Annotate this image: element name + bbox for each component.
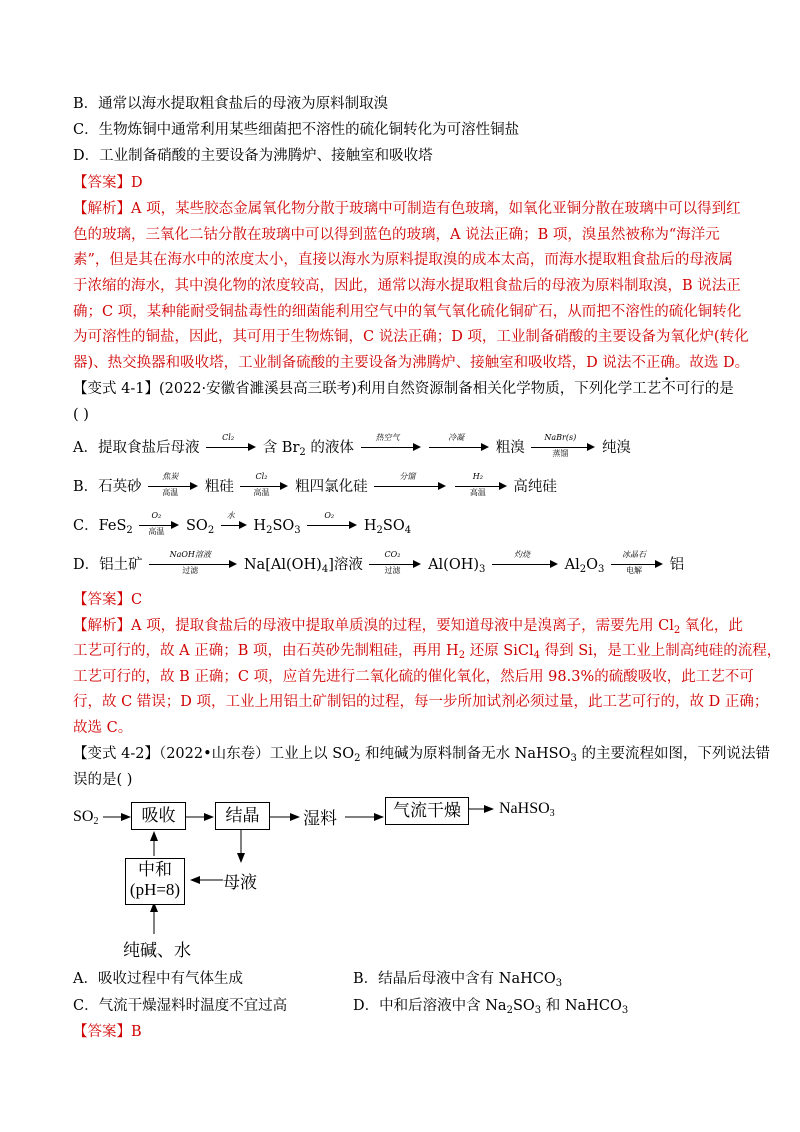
analysis-2-line: 工艺可行的，故 A 正确；B 项，由石英砂先制粗硅，再用 $H_2$ 还原 SiCl$_4$ 得到 Si，是工业上制高纯硅的流程， — [73, 643, 782, 661]
option-4-2-d: D．中和后溶液中含 $Na_2SO_3$ 和 NaHCO$_3$ — [353, 998, 629, 1016]
answer-3: 【答案】B — [73, 1024, 142, 1040]
option-4-2-c: C．气流干燥湿料时温度不宜过高 — [73, 998, 288, 1014]
reaction-arrow: 水 — [221, 516, 247, 532]
question-4-2-stem: 【变式 4-2】（2022•山东卷）工业上以 $SO_2$ 和纯碱为原料制备无水 NaHSO$_3$ 的主要流程如图，下列说法错 — [73, 746, 770, 764]
option-4-2-b: B．结晶后母液中含有 NaHCO$_3$ — [353, 971, 563, 989]
analysis-1-line: 为可溶性的铜盐，因此，其可用于生物炼铜，C 说法正确；D 项，工业制备硝酸的主要设备为氧化炉(转化 — [73, 329, 749, 345]
analysis-1-line: 素”，但是其在海水中的浓度太小，直接以海水为原料提取溴的成本太高，而海水提取粗食盐后的母液属 — [73, 252, 733, 268]
reaction-arrow: H₂ 高温 — [455, 477, 507, 493]
option-4-1-d: D．铝土矿 NaOH溶液 过滤 $Na[Al(OH)_4]$溶液 CO₂ 过滤 $Al(OH)_3$ 灼烧 $Al_2O_3$ 冰晶石 电解 铝 — [73, 550, 685, 575]
product-label: NaHSO$_3$ — [499, 800, 555, 819]
reaction-arrow: 灼烧 — [492, 555, 558, 571]
option-4-1-a: A．提取食盐后母液 Cl₂ 含 $Br_2$ 的液体 热空气 冷凝 粗溴 NaBr(s) 蒸馏 纯溴 — [73, 433, 631, 458]
reaction-arrow: O₂ — [307, 516, 357, 532]
option-4-1-c: C．FeS$_2$ O₂ 高温 $SO_2$ 水 $H_2SO_3$ O₂ $H_2SO_4$ — [73, 511, 412, 536]
question-4-1-stem: 【变式 4-1】(2022·安徽省濉溪县高三联考)利用自然资源制备相关化学物质，下列化学工艺不可行的是 — [73, 381, 734, 397]
reaction-arrow: 冷凝 — [429, 438, 489, 454]
analysis-2-line: 故选 C。 — [73, 720, 133, 736]
reaction-arrow: Cl₂ 高温 — [240, 477, 288, 493]
analysis-2-line: 【解析】A 项，提取食盐后的母液中提取单质溴的过程，要知道母液中是溴离子，需要先用 $Cl_2$ 氧化，此 — [73, 618, 743, 636]
reaction-arrow: 焦炭 高温 — [148, 477, 198, 493]
so2-label: $SO_2$ — [73, 808, 99, 827]
emphasis-text: 不可 — [661, 381, 691, 397]
question-4-1-paren: ( ) — [73, 407, 89, 423]
analysis-1-line: 色的玻璃，三氧化二钴分散在玻璃中可以得到蓝色的玻璃，A 说法正确；B 项，溴虽然被称为“海洋元 — [73, 227, 720, 243]
analysis-1-line: 器)、热交换器和吸收塔，工业制备硫酸的主要设备为沸腾炉、接触室和吸收塔，D 说法不正确。故选 D。 — [73, 355, 750, 371]
analysis-1-line: 【解析】A 项，某些胶态金属氧化物分散于玻璃中可制造有色玻璃，如氧化亚铜分散在玻璃中可以得到红 — [73, 201, 741, 217]
reaction-arrow: 热空气 — [361, 438, 421, 454]
reaction-arrow: NaOH溶液 过滤 — [149, 555, 237, 571]
process-flow-diagram — [73, 790, 593, 965]
option-b: B．通常以海水提取粗食盐后的母液为原料制取溴 — [73, 96, 389, 112]
reaction-arrow: 分馏 — [374, 477, 446, 493]
reaction-arrow: Cl₂ — [206, 438, 256, 454]
analysis-2-line: 行，故 C 错误；D 项，工业上用铝土矿制铝的过程，每一步所加试剂必须过量，此工艺可行的，故 D 正确； — [73, 694, 769, 710]
analysis-1-line: 于浓缩的海水，其中溴化物的浓度较高，因此，通常以海水提取粗食盐后的母液为原料制取溴，B 说法正 — [73, 278, 741, 294]
reaction-arrow: 冰晶石 电解 — [611, 555, 663, 571]
question-4-2-paren: 误的是( ) — [73, 772, 133, 788]
analysis-1-line: 确；C 项，某种能耐受铜盐毒性的细菌能利用空气中的氧气氧化硫化铜矿石，从而把不溶性的硫化铜转化 — [73, 304, 742, 320]
analysis-2-line: 工艺可行的，故 B 正确；C 项，应首先进行二氧化硫的催化氧化，然后用 98.3%的硫酸吸收，此工艺不可 — [73, 669, 754, 685]
reaction-arrow: CO₂ 过滤 — [369, 555, 421, 571]
reaction-arrow: O₂ 高温 — [139, 516, 179, 532]
reaction-arrow: NaBr(s) 蒸馏 — [531, 438, 595, 454]
option-4-1-b: B．石英砂 焦炭 高温 粗硅 Cl₂ 高温 粗四氯化硅 分馏 H₂ 高温 高纯硅 — [73, 472, 557, 497]
option-d: D．工业制备硝酸的主要设备为沸腾炉、接触室和吸收塔 — [73, 148, 433, 164]
wet-material-label: 湿料 — [303, 809, 337, 829]
answer-1: 【答案】D — [73, 175, 143, 191]
option-4-2-a: A．吸收过程中有气体生成 — [73, 971, 243, 987]
air-dry-box: 气流干燥 — [385, 797, 469, 825]
absorb-box: 吸收 — [131, 802, 186, 830]
crystallize-box: 结晶 — [215, 802, 270, 830]
soda-water-label: 纯碱、水 — [123, 941, 191, 961]
mother-liquor-label: 母液 — [223, 873, 257, 893]
neutralize-box: 中和 (pH=8) — [125, 858, 185, 905]
option-c: C．生物炼铜中通常利用某些细菌把不溶性的硫化铜转化为可溶性铜盐 — [73, 122, 520, 138]
answer-2: 【答案】C — [73, 592, 143, 608]
